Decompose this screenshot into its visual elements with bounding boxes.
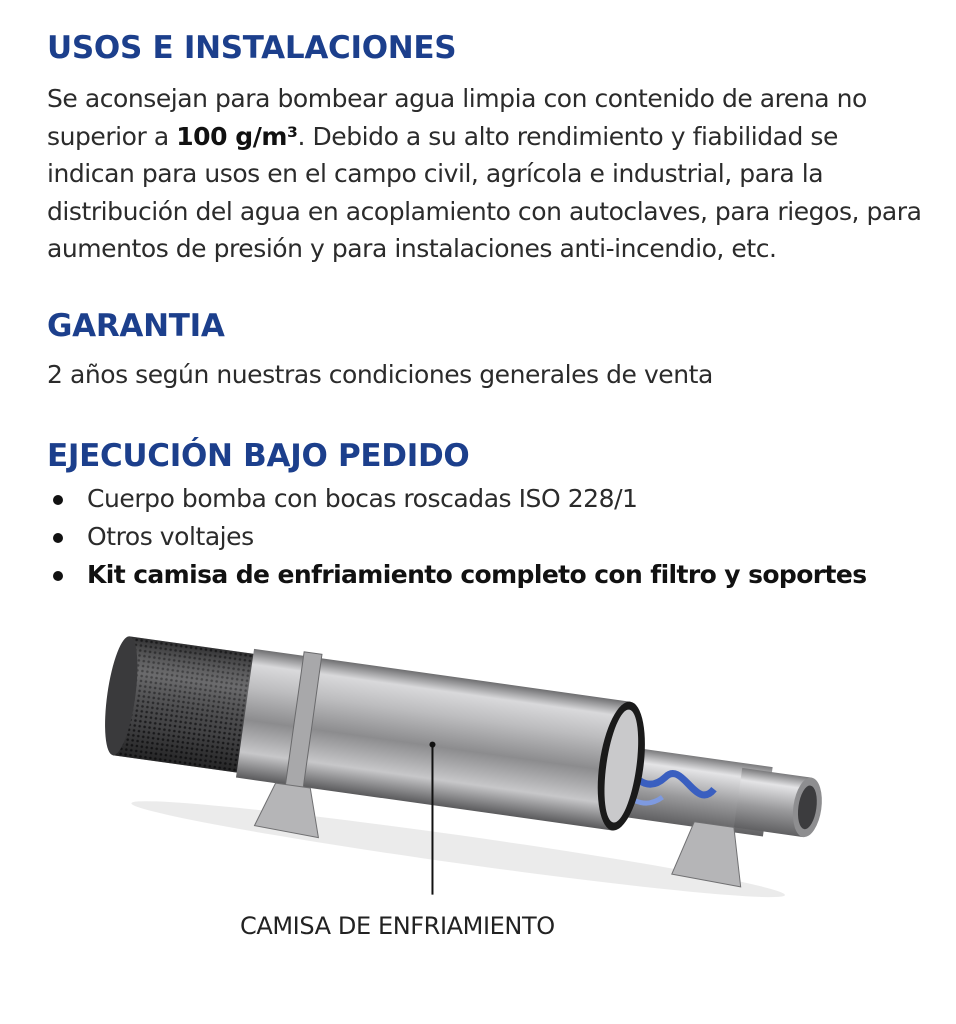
list-item-text: Otros voltajes [87, 522, 254, 551]
garantia-text: 2 años según nuestras condiciones generales de venta [47, 360, 713, 389]
usos-paragraph [47, 80, 927, 268]
usos-text-part1: Se aconsejan para bombear agua limpia con contenido de arena no superior a [47, 84, 867, 151]
list-item [47, 556, 927, 594]
section-usos [47, 28, 927, 268]
cooling-jacket-illustration [90, 630, 850, 900]
heading-usos: USOS E INSTALACIONES [47, 30, 457, 66]
list-item [47, 480, 927, 518]
ejecucion-list [47, 480, 927, 594]
usos-text-part2: . Debido a su alto rendimiento y fiabilidad se indican para usos en el campo civil, agrícola e industrial, para la distribución del agua en acoplamiento con autoclaves, para riegos, para aumentos de presión y para instalaciones anti-incendio, etc. [47, 121, 922, 263]
list-item-text: Cuerpo bomba con bocas roscadas ISO 228/1 [87, 484, 638, 513]
bullet-icon [53, 571, 63, 581]
heading-ejecucion: EJECUCIÓN BAJO PEDIDO [47, 438, 470, 474]
usos-text-bold: 100 g/m³ [176, 121, 298, 151]
bullet-icon [53, 495, 63, 505]
section-garantia [47, 306, 927, 394]
section-ejecucion [47, 436, 927, 594]
figure-caption: CAMISA DE ENFRIAMIENTO [240, 912, 555, 940]
bullet-icon [53, 533, 63, 543]
list-item [47, 518, 927, 556]
heading-garantia: GARANTIA [47, 308, 225, 344]
list-item-text: Kit camisa de enfriamiento completo con filtro y soportes [87, 560, 867, 589]
